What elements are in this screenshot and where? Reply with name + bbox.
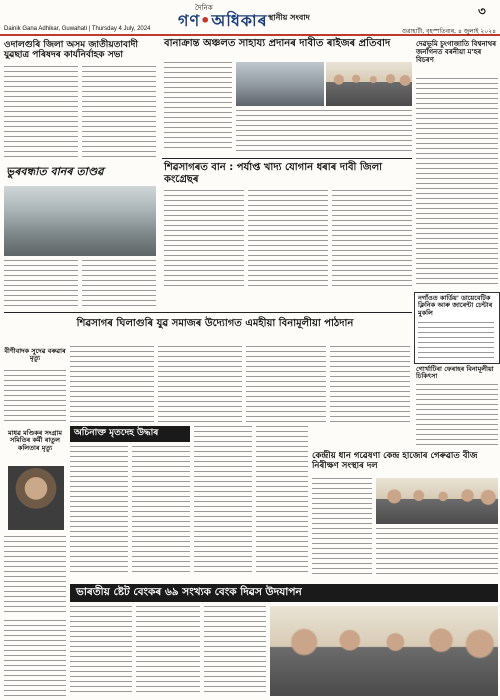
news-photo bbox=[326, 62, 412, 106]
article-headline: দেৱভূমি চুংগাজাতি বিশ্বনাথৰ জনাঁগনত বৰনীয়া ম'হৰ বিচৰণ bbox=[416, 40, 497, 65]
brand-tagline: দৈনিক bbox=[195, 4, 213, 12]
article-body bbox=[416, 384, 498, 446]
divider bbox=[4, 312, 412, 313]
article-headline: শিৱসাগৰত বান : পৰ্যাপ্ত খাদ্য যোগান ধৰাৰ দাবী জিলা কংগ্ৰেছৰ bbox=[164, 162, 383, 185]
article-headline: ভুৰবন্ধাত বানৰ তাণ্ডৱ bbox=[6, 165, 104, 178]
article-body bbox=[194, 426, 252, 576]
newspaper-logo bbox=[178, 8, 268, 35]
page-number: ৩ bbox=[478, 4, 486, 18]
article-body bbox=[418, 322, 494, 358]
article-body bbox=[4, 536, 66, 616]
article-headline: বানাক্ৰান্ত অঞ্চলত সাহায্য প্ৰদানৰ দাবীত ৰাইজৰ প্ৰতিবাদ bbox=[164, 38, 391, 49]
article-headline: ভাৰতীয় ষ্টেট বেংকৰ ৬৯ সংখ্যক বেংক দিৱস উদযাপন bbox=[76, 586, 302, 598]
article-body bbox=[4, 620, 66, 696]
article-body bbox=[70, 446, 128, 576]
dateline-assamese: গুৱাহাটী, বৃহস্পতিবাৰ, ৪ জুলাই ২০২৪ bbox=[401, 28, 496, 35]
article-body bbox=[256, 426, 308, 576]
portrait-photo bbox=[8, 466, 64, 530]
brand-dot: • bbox=[200, 11, 212, 30]
article-body bbox=[82, 260, 156, 310]
news-photo bbox=[376, 478, 498, 524]
article-body bbox=[164, 190, 244, 288]
divider bbox=[162, 158, 412, 159]
article-body bbox=[376, 528, 498, 576]
article-body bbox=[164, 62, 232, 152]
flood-photo bbox=[4, 186, 156, 256]
article-body bbox=[312, 478, 372, 576]
article-body bbox=[236, 110, 412, 152]
article-body bbox=[204, 606, 266, 696]
article-body bbox=[332, 190, 412, 288]
article-body bbox=[158, 346, 242, 422]
news-photo bbox=[236, 62, 324, 106]
article-body bbox=[70, 346, 154, 422]
article-headline: নগাঁওত কাৰ্ডিয়' ডায়েবেটিক ক্লিনিক আৰু জাৰেন্টা চেন্টাৰ মুকলি bbox=[418, 294, 493, 317]
article-headline: ওদালগুৰি জিলা অসম জাতীয়তাবাদী যুৱছাত্ৰ পৰিষদৰ কাৰ্যনিৰ্বাহক সভা bbox=[4, 40, 138, 61]
brand-part2: অধিকাৰ bbox=[211, 11, 268, 30]
article-body bbox=[416, 78, 498, 288]
article-headline: মাধৱ মণ্ডিকৰ সংগ্ৰাম সমিতিৰ কৰ্মী ৰাতুল কলিতাৰ মৃত্যু bbox=[7, 429, 63, 452]
article-body bbox=[248, 190, 328, 288]
article-body bbox=[82, 66, 156, 160]
article-body bbox=[4, 260, 78, 310]
article-headline: কেন্দ্ৰীয় ধান গৱেষণা কেন্দ্ৰ হাজোৰ গেৰুৱাত বীজ নিৰীক্ষণ সংস্থাৰ দল bbox=[312, 451, 478, 471]
article-headline: অচিনাক্ত মৃতদেহ উদ্ধাৰ bbox=[74, 428, 159, 438]
article-body bbox=[70, 606, 132, 696]
dateline-english: Dainik Gana Adhikar, Guwahati | Thursday 4 July, 2024 bbox=[4, 26, 151, 32]
article-headline: গোৰ্খাটিৰা ফেৰাহৰ বিনামূলীয়া চিকিৎসা bbox=[416, 365, 494, 381]
article-body bbox=[246, 346, 326, 422]
bank-event-photo bbox=[270, 606, 498, 696]
article-body bbox=[330, 346, 410, 422]
article-body bbox=[132, 446, 190, 576]
article-headline: বীণীবাদক সুদেৱ বৰুৱাৰ মৃত্যু bbox=[4, 347, 66, 363]
section-label: স্থানীয় সংবাদ bbox=[268, 13, 310, 22]
article-body bbox=[136, 606, 200, 696]
article-body bbox=[4, 66, 78, 160]
article-body bbox=[4, 370, 66, 422]
brand-part1: গণ bbox=[178, 11, 201, 30]
article-headline: শিৱসাগৰ ঘিলাগুৰি যুৱ সমাজৰ উদ্যোগত এমহীয়া বিনামূলীয়া পাঠদান bbox=[76, 318, 354, 329]
